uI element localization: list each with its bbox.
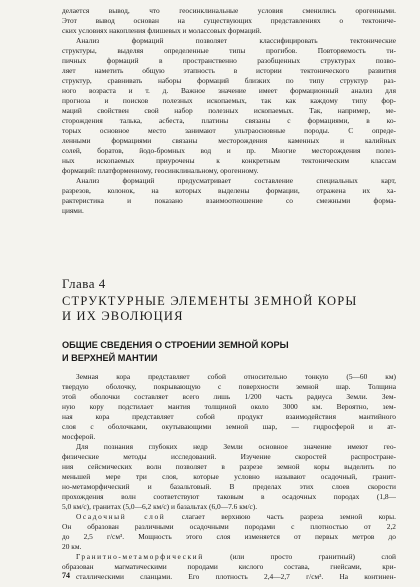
chapter-title: И ИХ ЭВОЛЮЦИЯ — [62, 309, 184, 323]
emphasized-term: Осадочный слой — [76, 512, 166, 521]
text-line: слоя с оболочками, окутывающими земной шар, — гидросферой и ат- — [62, 422, 396, 431]
text-line: твердую оболочку, покрывающую с поверхности земной шар. Толщина — [62, 382, 396, 391]
text-line: до 2,5 г/см³. Мощность этого слоя изменяется от первых метров до — [62, 532, 396, 541]
text-line: ния сейсмических волн позволяет в разрезе земной коры выделить по — [62, 462, 396, 471]
text-line: структуры, выделяя определенные типы прогибов. Повторяемость ти- — [62, 46, 396, 55]
text-line: ляет наметить общую этапность в истории тектонического развития — [62, 66, 396, 75]
text-line: Он образован различными осадочными породами с плотностью от 2,2 — [62, 522, 396, 531]
text-line: Осадочный слой слагает верхнюю часть разреза земной коры. — [76, 512, 396, 521]
text-line: делается вывод, что геосинклинальные условия сменились орогенными. — [62, 6, 396, 15]
text-line: циями. — [62, 206, 84, 215]
text-line: этой оболочки составляет всего лишь 1/200 часть радиуса Земли. Зем- — [62, 392, 396, 401]
text-line: Земная кора представляет собой относительно тонкую (5—60 км) — [76, 372, 396, 381]
chapter-title: СТРУКТУРНЫЕ ЭЛЕМЕНТЫ ЗЕМНОЙ КОРЫ — [62, 294, 358, 308]
text-line: ленными формациями связаны месторождения каменных и калийных — [62, 136, 396, 145]
text-line: структур, сравнивать наборы формаций близких по типу структур раз- — [62, 76, 396, 85]
text-line: физические методы исследований. Изучение скоростей распростране- — [62, 452, 396, 461]
text-line: рактеристика и показано взаимоотношение со смежными форма- — [62, 196, 396, 205]
text-line: Анализ формаций предусматривает составление специальных карт, — [76, 176, 396, 185]
text-line: торых основное место занимают ультраосновные породы. С опреде- — [62, 126, 396, 135]
text-line: мосферой. — [62, 432, 96, 441]
emphasized-term: Гранитно-метаморфический — [76, 552, 204, 561]
text-line: Анализ формаций позволяет классифицировать тектонические — [76, 36, 396, 45]
text-line: пичных формаций в пространственно разобщенных структурах позво- — [62, 56, 396, 65]
text-line: формаций: платформенному, геосинклинальному, орогенному. — [62, 166, 259, 175]
text-line: Этот вывод основан на существующих представлениях о тектониче- — [62, 16, 396, 25]
section-title: И ВЕРХНЕЙ МАНТИИ — [62, 353, 158, 363]
text-line: ных ископаемых приурочены к конкретным тектоническим классам — [62, 156, 396, 165]
text-line: сталлическими сланцами. Его плотность 2,4—2,7 г/см³. На континен- — [76, 572, 396, 581]
section-title: ОБЩИЕ СВЕДЕНИЯ О СТРОЕНИИ ЗЕМНОЙ КОРЫ — [62, 340, 289, 350]
text-line: ских условиях накопления флишевых и молассовых формаций. — [62, 26, 262, 35]
text-line: ная кора представляет собой продукт взаимодействия мантийного — [62, 412, 396, 421]
text-line: меньшей мере три слоя, которые условно называют осадочный, гранит- — [62, 472, 396, 481]
page-number: 74 — [62, 571, 70, 580]
text-line: сторождения талька, асбеста, платины связаны с формациями, в ко- — [62, 116, 396, 125]
text-line: маций свойствен свой набор полезных ископаемых. Так, например, ме- — [62, 106, 396, 115]
text-line: 20 км. — [62, 542, 82, 551]
text-line: Для познания глубоких недр Земли основное значение имеют гео- — [76, 442, 396, 451]
chapter-label: Глава 4 — [62, 276, 106, 291]
text-line: прохождения волн соответствуют таковым в осадочных породах (1,8— — [62, 492, 396, 501]
text-line: но-метаморфический и базальтовый. В пределах этих слоев скорости — [62, 482, 396, 491]
text-line: 5,0 км/с), гранитах (5,0—6,2 км/с) и базальтах (6,0—7.6 км/с). — [62, 502, 258, 511]
text-line: ную кору подстилает мантия толщиной около 3000 км. Вероятно, зем- — [62, 402, 396, 411]
text-line: солей, боратов, йодо-бромных вод и пр. Многие месторождения полез- — [62, 146, 396, 155]
text-line: разрезов, колонок, на которых выделены формации, отражена их ха- — [62, 186, 396, 195]
text-line: прогноза и поисков полезных ископаемых, так как каждому типу фор- — [62, 96, 396, 105]
text-line: ного возраста и т. д. Важное значение имеет формационный анализ для — [62, 86, 396, 95]
text-line: образован магматическими породами кислого состава, гнейсами, кри- — [62, 562, 396, 571]
text-line: Гранитно-метаморфический (или просто гранитный) слой — [76, 552, 396, 561]
